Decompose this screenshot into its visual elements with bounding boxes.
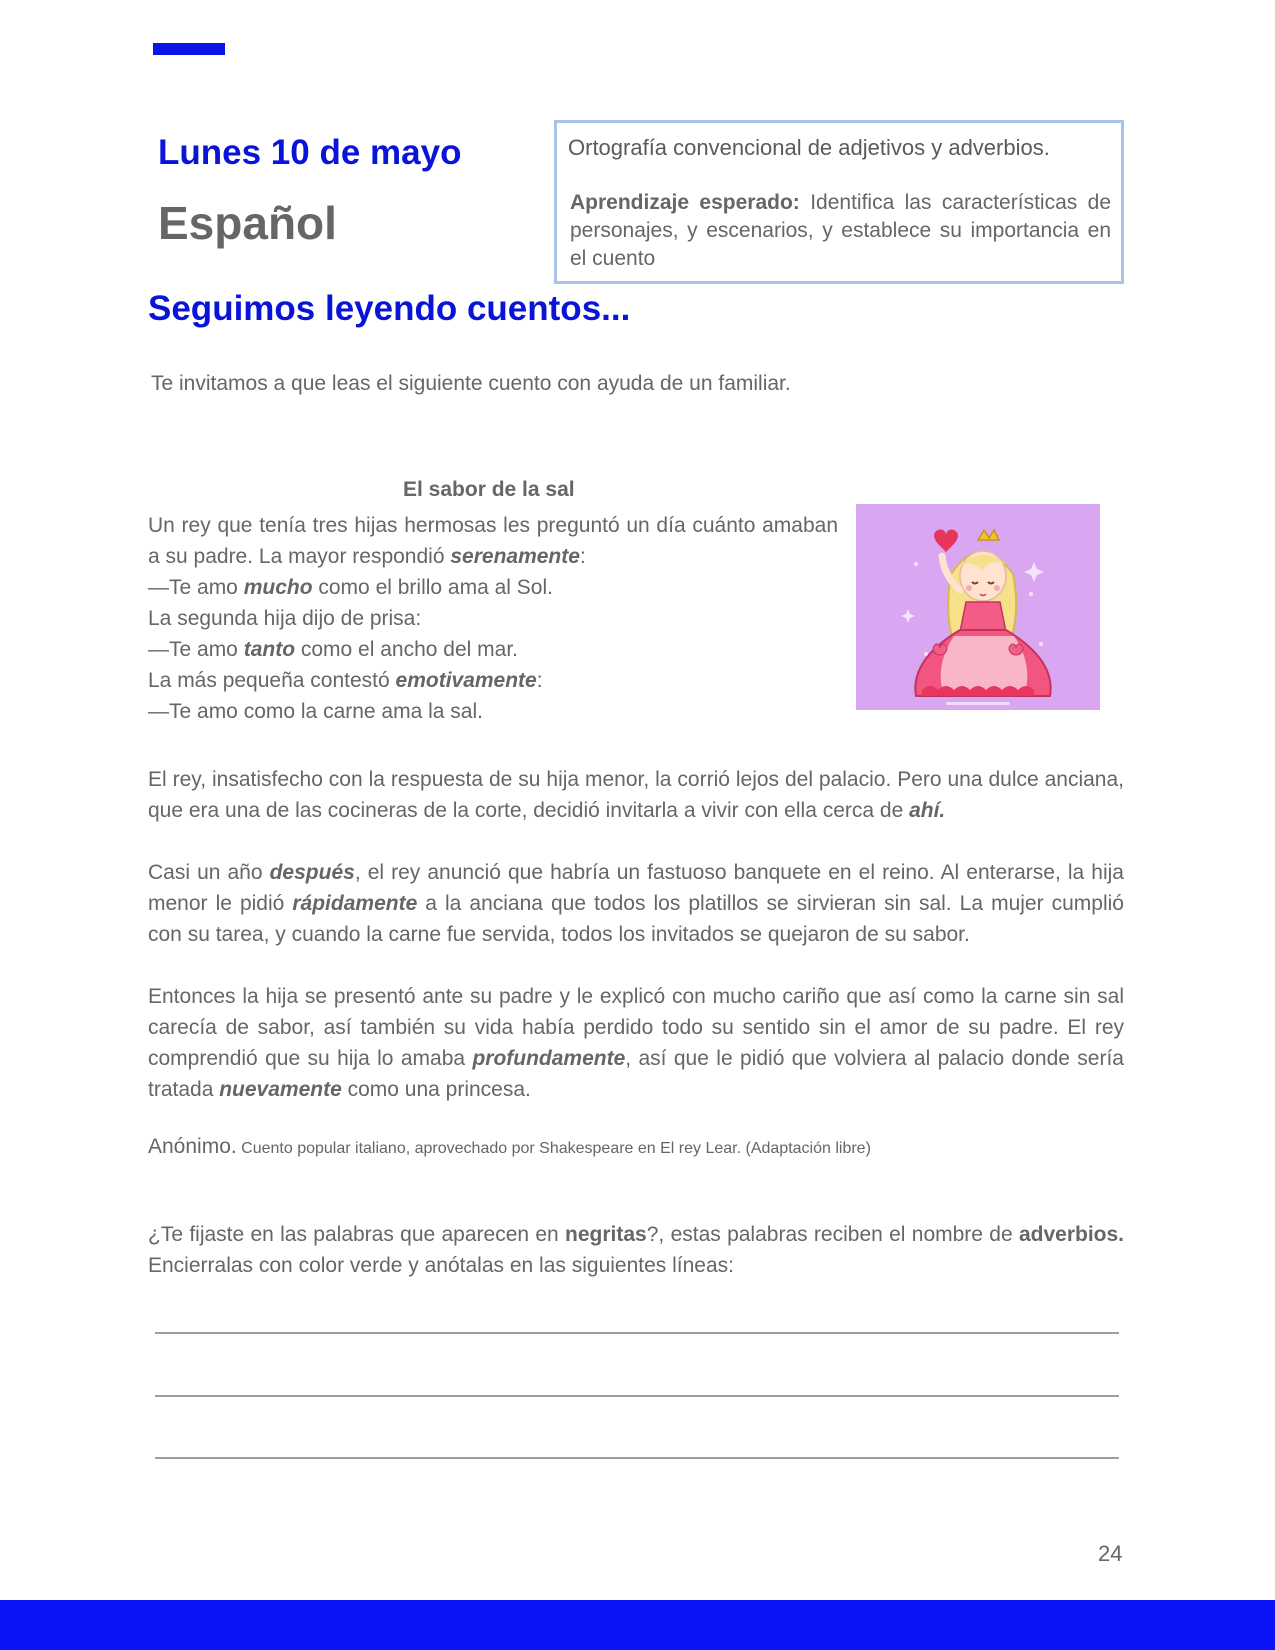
story-text: Un rey que tenía tres hijas hermosas les preguntó un día cuánto amaban a su padre. La mayor respondió [148, 514, 838, 568]
question-bold: negritas [565, 1223, 647, 1246]
story-text: Casi un año [148, 861, 270, 884]
story-paragraph-4 [148, 981, 1124, 1105]
question-text: Encierralas con color verde y anótalas en las siguientes líneas: [148, 1254, 734, 1277]
question-text: ?, estas palabras reciben el nombre de [646, 1223, 1019, 1246]
adverb: después [269, 861, 355, 884]
adverb: profundamente [472, 1047, 626, 1070]
princess-illustration [856, 504, 1100, 710]
story-dialogue-line: —Te amo como la carne ama la sal. [148, 700, 483, 723]
story-text: —Te amo [148, 638, 244, 661]
story-text: como el brillo ama al Sol. [312, 576, 553, 599]
story-text: La más pequeña contestó [148, 669, 396, 692]
story-narration-line: La segunda hija dijo de prisa: [148, 607, 422, 630]
adverb: rápidamente [292, 892, 418, 915]
expected-learning-label: Aprendizaje esperado: [570, 191, 800, 214]
story-text: : [536, 669, 543, 692]
page-number: 24 [1098, 1541, 1123, 1566]
attribution-author: Anónimo. [148, 1135, 237, 1158]
story-text: a la anciana que todos los platillos se sirvieran sin sal. La mujer cumplió con su tarea, y cuando la carne fue servida, todos los invitados se quejaron de su sabor. [148, 892, 1124, 946]
story-paragraph-1 [148, 510, 838, 572]
adverb: ahí. [909, 799, 946, 822]
story-paragraph-3 [148, 857, 1124, 950]
learning-goal-box [554, 120, 1124, 284]
expected-learning-text: Identifica las características de personajes, y escenarios, y establece su importancia en el cuento [570, 191, 1111, 270]
expected-learning [570, 189, 1111, 273]
story-dialogue-line [148, 634, 838, 665]
intro-text: Te invitamos a que leas el siguiente cuento con ayuda de un familiar. [151, 372, 791, 395]
story-paragraph-2 [148, 764, 1124, 826]
footer-bar [0, 1600, 1275, 1650]
section-title: Seguimos leyendo cuentos... [148, 289, 631, 328]
story-text: El rey, insatisfecho con la respuesta de su hija menor, la corrió lejos del palacio. Pero una dulce anciana, que era una de las cocineras de la corte, decidió invitarla a vivir con ella cerca de [148, 768, 1124, 822]
story-attribution [148, 1135, 871, 1159]
story-narration-line [148, 665, 838, 696]
story-text: : [579, 545, 586, 568]
story-text: —Te amo [148, 576, 244, 599]
adverb: mucho [243, 576, 313, 599]
lesson-date: Lunes 10 de mayo [158, 133, 462, 172]
story-text: Entonces la hija se presentó ante su padre y le explicó con mucho cariño que así como la carne sin sal carecía de sabor, así también su vida había perdido todo su sentido sin el amor de su padre. El rey comprendió que su hija lo amaba [148, 985, 1124, 1070]
top-accent-bar [153, 43, 225, 55]
adverb: serenamente [450, 545, 580, 568]
story-title: El sabor de la sal [403, 478, 575, 501]
adverb: emotivamente [395, 669, 537, 692]
story-text: , así que le pidió que volviera al palacio donde sería tratada [148, 1047, 1124, 1101]
story-text: , el rey anunció que habría un fastuoso banquete en el reino. Al enterarse, la hija menor le pidió [148, 861, 1124, 915]
adverb: tanto [243, 638, 296, 661]
goal-topic: Ortografía convencional de adjetivos y adverbios. [568, 135, 1050, 160]
story-text: como una princesa. [341, 1078, 531, 1101]
answer-line[interactable] [155, 1457, 1119, 1459]
story-text: como el ancho del mar. [295, 638, 518, 661]
activity-question [148, 1219, 1124, 1281]
question-bold: adverbios. [1018, 1223, 1124, 1246]
story-opening [148, 510, 838, 727]
adverb: nuevamente [219, 1078, 342, 1101]
question-text: ¿Te fijaste en las palabras que aparecen en [148, 1223, 566, 1246]
subject-title: Español [158, 197, 337, 249]
answer-line[interactable] [155, 1395, 1119, 1397]
attribution-source: Cuento popular italiano, aprovechado por Shakespeare en El rey Lear. (Adaptación libre) [236, 1140, 871, 1157]
story-dialogue-line [148, 572, 838, 603]
answer-line[interactable] [155, 1332, 1119, 1334]
